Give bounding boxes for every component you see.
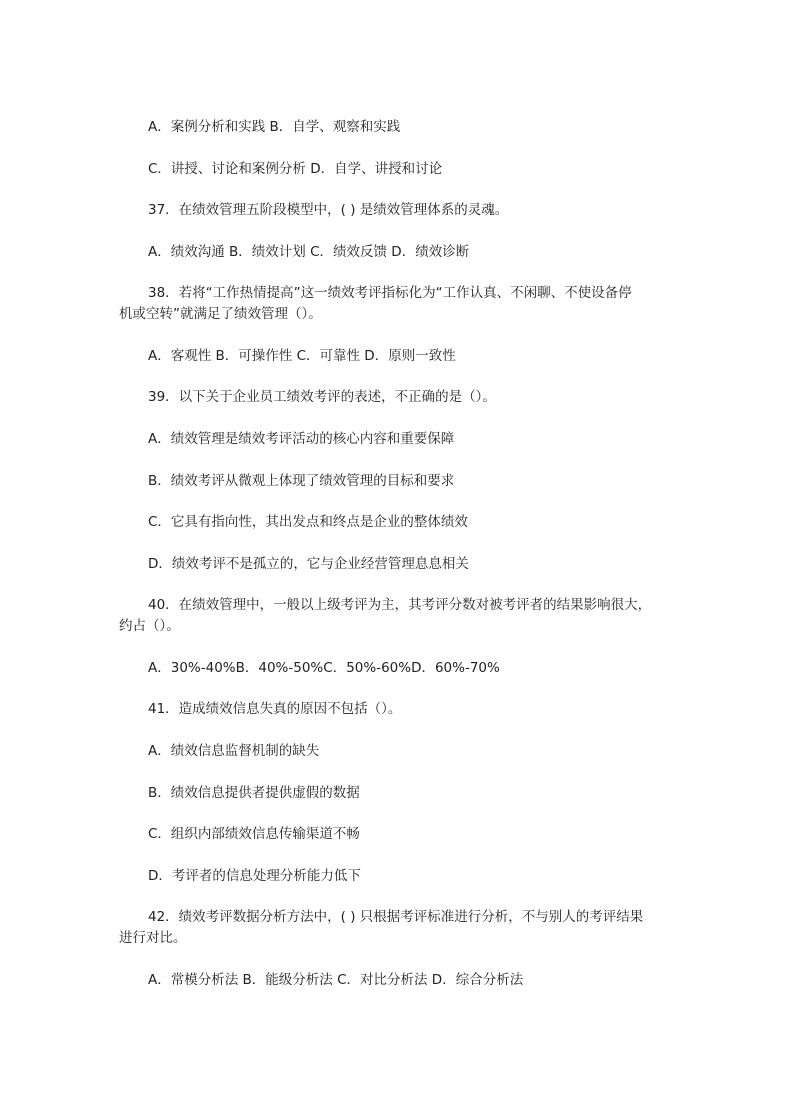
answer-option (119, 512, 639, 533)
answer-option (119, 741, 639, 762)
answer-option (119, 554, 639, 575)
answer-option (119, 783, 639, 804)
answer-option (119, 866, 639, 887)
answer-option (119, 824, 639, 845)
paragraph-line: A．客观性 B．可操作性 C．可靠性 D．原则一致性 (148, 347, 456, 364)
paragraph-line: 41．造成绩效信息失真的原因不包括（）。 (148, 701, 402, 718)
answer-options-line (119, 970, 639, 991)
question-stem (119, 200, 639, 221)
answer-option (119, 429, 639, 450)
paragraph-line: 40．在绩效管理中，一般以上级考评为主，其考评分数对被考评者的结果影响很大， (148, 597, 652, 614)
paragraph-line: 37．在绩效管理五阶段模型中，( ) 是绩效管理体系的灵魂。 (148, 202, 509, 219)
paragraph-line: D．绩效考评不是孤立的，它与企业经营管理息息相关 (148, 555, 469, 572)
document-page (119, 117, 652, 1011)
paragraph-line-continued: 约占（）。 (119, 618, 180, 635)
answer-options-line (119, 242, 639, 263)
paragraph-line: A．案例分析和实践 B．自学、观察和实践 (148, 119, 401, 135)
answer-options-line (119, 117, 639, 138)
paragraph-line: A．绩效信息监督机制的缺失 (148, 742, 320, 759)
answer-options-line (119, 658, 639, 679)
answer-option (119, 471, 639, 492)
paragraph-line: A．30%-40%B．40%-50%C．50%-60%D．60%-70% (148, 659, 500, 676)
paragraph-line-continued: 进行对比。 (119, 930, 187, 947)
question-stem (119, 699, 639, 720)
question-stem (119, 595, 652, 637)
paragraph-line: 39．以下关于企业员工绩效考评的表述，不正确的是（）。 (148, 389, 496, 406)
question-stem (119, 387, 639, 408)
answer-options-line (119, 159, 639, 180)
paragraph-line: D．考评者的信息处理分析能力低下 (148, 867, 361, 884)
paragraph-line: C．它具有指向性，其出发点和终点是企业的整体绩效 (148, 514, 468, 531)
question-stem (119, 907, 644, 949)
paragraph-line: A．绩效管理是绩效考评活动的核心内容和重要保障 (148, 430, 455, 447)
paragraph-line: 38．若将“工作热情提高”这一绩效考评指标化为“工作认真、不闲聊、不使设备停 (148, 285, 632, 302)
paragraph-line: A．常模分析法 B．能级分析法 C．对比分析法 D．综合分析法 (148, 971, 524, 988)
paragraph-line: B．绩效考评从微观上体现了绩效管理的目标和要求 (148, 472, 455, 489)
question-stem (119, 283, 639, 325)
paragraph-line: 42．绩效考评数据分析方法中，( ) 只根据考评标准进行分析，不与别人的考评结果 (148, 909, 644, 926)
paragraph-line: B．绩效信息提供者提供虚假的数据 (148, 784, 360, 801)
paragraph-line: A．绩效沟通 B．绩效计划 C．绩效反馈 D．绩效诊断 (148, 243, 470, 260)
paragraph-line-continued: 机或空转”就满足了绩效管理（）。 (119, 306, 322, 323)
answer-options-line (119, 346, 639, 367)
paragraph-line: C．组织内部绩效信息传输渠道不畅 (148, 826, 360, 843)
paragraph-line: C．讲授、讨论和案例分析 D．自学、讲授和讨论 (148, 160, 443, 177)
